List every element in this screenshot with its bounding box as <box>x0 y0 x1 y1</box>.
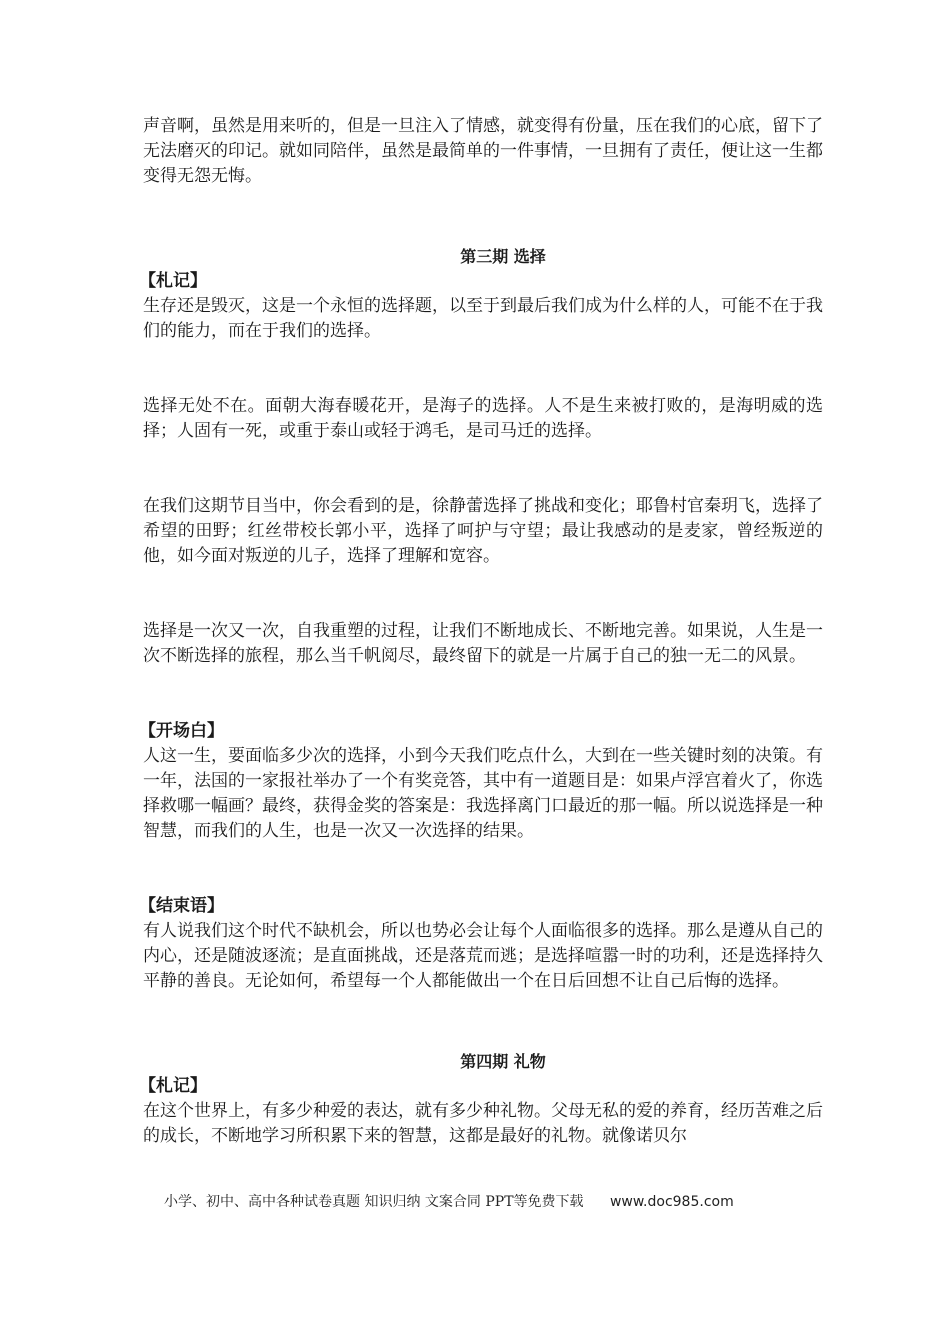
episode-4-title: 第四期 礼物 <box>460 1052 546 1071</box>
episode-3-notes-paragraph-3: 在我们这期节目当中，你会看到的是，徐静蕾选择了挑战和变化；耶鲁村官秦玥飞，选择了希望的田野；红丝带校长郭小平，选择了呵护与守望；最让我感动的是麦家，曾经叛逆的他，如今面对叛逆的儿子，选择了理解和宽容。 <box>143 496 823 566</box>
page-footer <box>164 1192 804 1212</box>
document-body <box>139 114 823 1149</box>
footer-site-link[interactable]: www.doc985.com <box>609 1194 734 1210</box>
episode-4-notes-paragraph: 在这个世界上，有多少种爱的表达，就有多少种礼物。父母无私的爱的养育，经历苦难之后的成长，不断地学习所积累下来的智慧，这都是最好的礼物。就像诺贝尔 <box>143 1101 823 1146</box>
footer-text: 小学、初中、高中各种试卷真题 知识归纳 文案合同 PPT等免费下载 <box>164 1194 584 1210</box>
episode-3-notes-paragraph-2: 选择无处不在。面朝大海春暖花开，是海子的选择。人不是生来被打败的，是海明威的选择；人固有一死，或重于泰山或轻于鸿毛，是司马迁的选择。 <box>143 396 823 441</box>
intro-paragraph: 声音啊，虽然是用来听的，但是一旦注入了情感，就变得有份量，压在我们的心底，留下了无法磨灭的印记。就如同陪伴，虽然是最简单的一件事情，一旦拥有了责任，便让这一生都变得无怨无悔。 <box>143 116 823 186</box>
episode-3-closing-label: 【结束语】 <box>139 896 224 916</box>
episode-3-title: 第三期 选择 <box>460 247 546 266</box>
episode-3-opening-paragraph: 人这一生，要面临多少次的选择，小到今天我们吃点什么，大到在一些关键时刻的决策。有一年，法国的一家报社举办了一个有奖竞答，其中有一道题目是：如果卢浮宫着火了，你选择救哪一幅画？最终，获得金奖的答案是：我选择离门口最近的那一幅。所以说选择是一种智慧，而我们的人生，也是一次又一次选择的结果。 <box>143 746 823 841</box>
episode-3-notes-paragraph-4: 选择是一次又一次，自我重塑的过程，让我们不断地成长、不断地完善。如果说，人生是一次不断选择的旅程，那么当千帆阅尽，最终留下的就是一片属于自己的独一无二的风景。 <box>143 621 823 666</box>
episode-3-closing-paragraph: 有人说我们这个时代不缺机会，所以也势必会让每个人面临很多的选择。那么是遵从自己的内心，还是随波逐流；是直面挑战，还是落荒而逃；是选择喧嚣一时的功利，还是选择持久平静的善良。无论如何，希望每一个人都能做出一个在日后回想不让自己后悔的选择。 <box>143 921 823 991</box>
episode-3-notes-label: 【札记】 <box>139 271 207 291</box>
episode-3-notes-paragraph-1: 生存还是毁灭，这是一个永恒的选择题，以至于到最后我们成为什么样的人，可能不在于我们的能力，而在于我们的选择。 <box>143 296 823 341</box>
episode-4-notes-label: 【札记】 <box>139 1076 207 1096</box>
episode-3-opening-label: 【开场白】 <box>139 721 224 741</box>
